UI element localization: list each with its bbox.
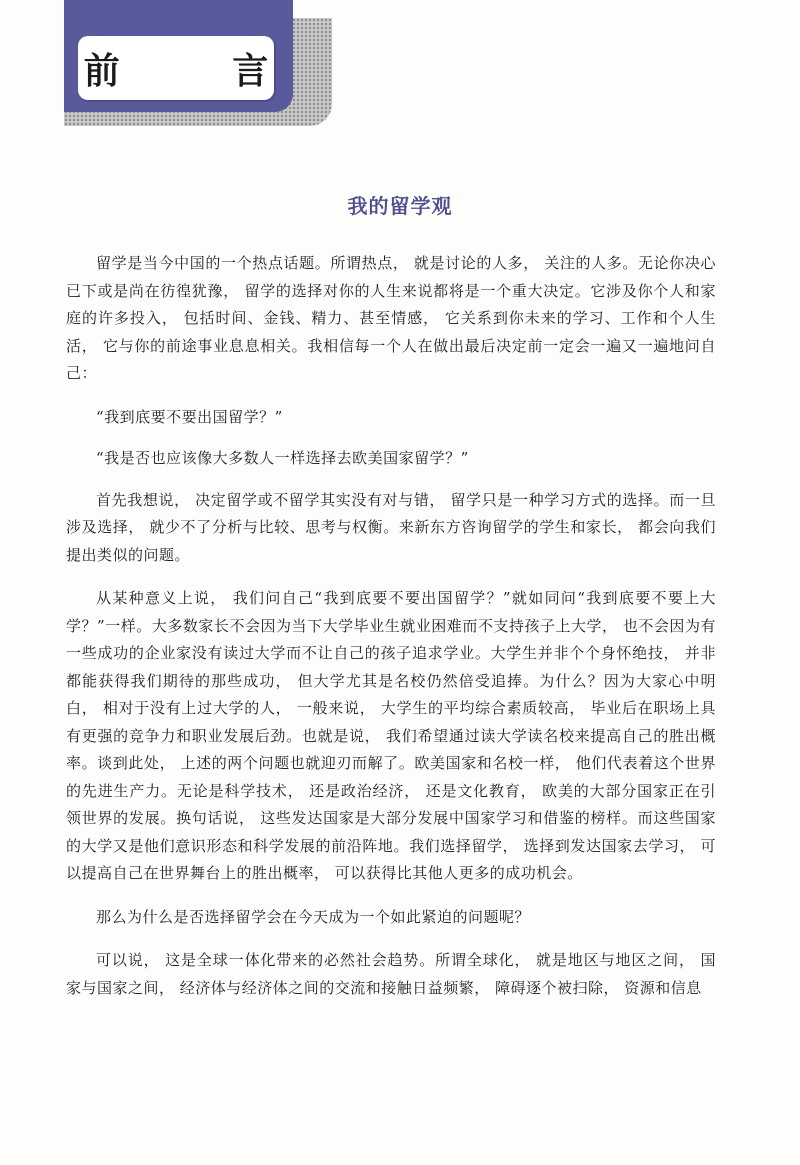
paragraph-question-2: “我是否也应该像大多数人一样选择去欧美国家留学？” — [96, 449, 469, 467]
paragraph-choice: 首先我想说， 决定留学或不留学其实没有对与错， 留学只是一种学习方式的选择。而一旦涉及选择， 就少不了分析与比较、思考与权衡。来新东方咨询留学的学生和家长， 都会向我们提出类似的问题。 — [66, 490, 716, 564]
paragraph-urgency-question: 那么为什么是否选择留学会在今天成为一个如此紧迫的问题呢？ — [96, 907, 531, 926]
header-tab — [64, 0, 319, 112]
paragraph-globalization: 可以说， 这是全球一体化带来的必然社会趋势。所谓全球化， 就是地区与地区之间， 国家与国家之间， 经济体与经济体之间的交流和接触日益频繁， 障碍逐个被扫除， 资源和信息 — [66, 951, 716, 997]
article-body — [66, 250, 716, 1002]
header-label-box — [78, 36, 319, 100]
paragraph-question-1: “我到底要不要出国留学？” — [96, 407, 283, 426]
paragraph-intro: 留学是当今中国的一个热点话题。所谓热点， 就是讨论的人多， 关注的人多。无论你决心已下或是尚在彷徨犹豫， 留学的选择对你的人生来说都将是一个重大决定。它涉及你个人和家庭的许多投入， 包括时间、金钱、精力、甚至情感， 它关系到你未来的学习、工作和个人生活， 它与你的前途事业息息相关。我相信每一个人在做出最后决定前一定会一遍又一遍地问自己： — [66, 254, 716, 382]
section-title: 前 言 — [83, 49, 319, 92]
article-title: 我的留学观 — [347, 194, 453, 218]
section-header — [64, 0, 319, 120]
paragraph-analysis: 从某种意义上说， 我们问自己“我到底要不要出国留学？”就如同问“我到底要不要上大学？”一样。大多数家长不会因为当下大学毕业生就业困难而不支持孩子上大学， 也不会因为有一些成功的企业家没有读过大学而不让自己的孩子追求学业。大学生并非个个身怀绝技， 并非都能获得我们期待的那些成功， 但大学尤其是名校仍然倍受追捧。为什么？因为大家心中明白， 相对于没有上过大学的人， 一般来说， 大学生的平均综合素质较高， 毕业后在职场上具有更强的竞争力和职业发展后劲。也就是说， 我们希望通过读大学读名校来提高自己的胜出概率。谈到此处， 上述的两个问题也就迎刃而解了。欧美国家和名校一样， 他们代表着这个世界的先进生产力。无论是科学技术， 还是政治经济， 还是文化教育， 欧美的大部分国家正在引领世界的发展。换句话说， 这些发达国家是大部分发展中国家学习和借鉴的榜样。而这些国家的大学又是他们意识形态和科学发展的前沿阵地。我们选择留学， 选择到发达国家去学习， 可以提高自己在世界舞台上的胜出概率， 可以获得比其他人更多的成功机会。 — [66, 589, 716, 882]
